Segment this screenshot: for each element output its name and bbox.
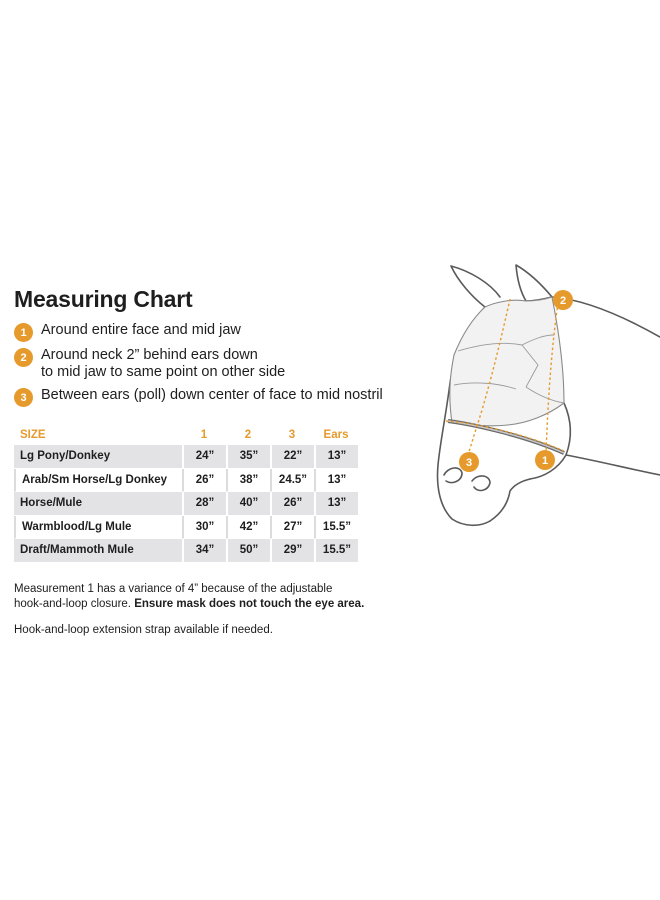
svg-text:1: 1 xyxy=(541,455,549,467)
step-badge-1: 1 xyxy=(14,323,33,342)
step-badge-3: 3 xyxy=(14,388,33,407)
header-1: 1 xyxy=(200,428,208,441)
svg-text:2: 2 xyxy=(559,295,567,307)
fly-mask xyxy=(450,295,567,426)
header-ears: Ears xyxy=(323,428,349,441)
table-row xyxy=(14,469,358,493)
measure-ears: 15.5” xyxy=(314,516,358,540)
svg-text:3: 3 xyxy=(465,457,473,469)
measure-2: 50” xyxy=(226,539,270,563)
table-row xyxy=(14,516,358,540)
size-name: Horse/Mule xyxy=(14,492,182,516)
measure-1: 34” xyxy=(182,539,226,563)
marker-2 xyxy=(553,290,573,310)
header-size: SIZE xyxy=(20,428,46,441)
measure-3: 24.5” xyxy=(270,469,314,493)
instruction-1-line-1: Around entire face and mid jaw xyxy=(41,322,241,338)
measure-1: 30” xyxy=(182,516,226,540)
header-3: 3 xyxy=(288,428,296,441)
instruction-3 xyxy=(14,387,383,407)
size-name: Warmblood/Lg Mule xyxy=(14,516,182,540)
instruction-2 xyxy=(14,347,285,381)
measure-2: 38” xyxy=(226,469,270,493)
extension-note: Hook-and-loop extension strap available if needed. xyxy=(14,624,273,636)
instruction-3-line-1: Between ears (poll) down center of face to mid nostril xyxy=(41,387,383,403)
instruction-1 xyxy=(14,322,241,342)
measure-ears: 13” xyxy=(314,445,358,469)
measure-1: 26” xyxy=(182,469,226,493)
step-badge-2: 2 xyxy=(14,348,33,367)
measure-ears: 15.5” xyxy=(314,539,358,563)
measure-3: 29” xyxy=(270,539,314,563)
measure-ears: 13” xyxy=(314,469,358,493)
measure-3: 26” xyxy=(270,492,314,516)
variance-note-line-2: hook-and-loop closure. xyxy=(14,598,135,610)
horse-head-diagram xyxy=(418,255,660,535)
measure-1: 28” xyxy=(182,492,226,516)
table-row xyxy=(14,445,358,469)
instruction-1-text xyxy=(41,322,241,339)
variance-note-line-1: Measurement 1 has a variance of 4” because of the adjustable xyxy=(14,583,333,595)
eye-warning: Ensure mask does not touch the eye area. xyxy=(134,598,365,610)
instruction-3-text xyxy=(41,387,383,404)
instruction-2-line-2: to mid jaw to same point on other side xyxy=(41,364,286,380)
measure-ears: 13” xyxy=(314,492,358,516)
measure-2: 35” xyxy=(226,445,270,469)
marker-3 xyxy=(459,452,479,472)
table-row xyxy=(14,539,358,563)
measuring-table xyxy=(14,424,358,563)
table-header-row xyxy=(14,424,358,445)
table-row xyxy=(14,492,358,516)
measure-2: 42” xyxy=(226,516,270,540)
size-name: Arab/Sm Horse/Lg Donkey xyxy=(14,469,182,493)
instruction-2-text xyxy=(41,347,285,381)
instruction-2-line-1: Around neck 2” behind ears down xyxy=(41,347,258,363)
size-name: Draft/Mammoth Mule xyxy=(14,539,182,563)
measure-1: 24” xyxy=(182,445,226,469)
measure-3: 22” xyxy=(270,445,314,469)
variance-note xyxy=(14,582,394,612)
page-title: Measuring Chart xyxy=(14,286,193,312)
marker-1 xyxy=(535,450,555,470)
header-2: 2 xyxy=(244,428,252,441)
measure-2: 40” xyxy=(226,492,270,516)
size-name: Lg Pony/Donkey xyxy=(14,445,182,469)
measure-3: 27” xyxy=(270,516,314,540)
